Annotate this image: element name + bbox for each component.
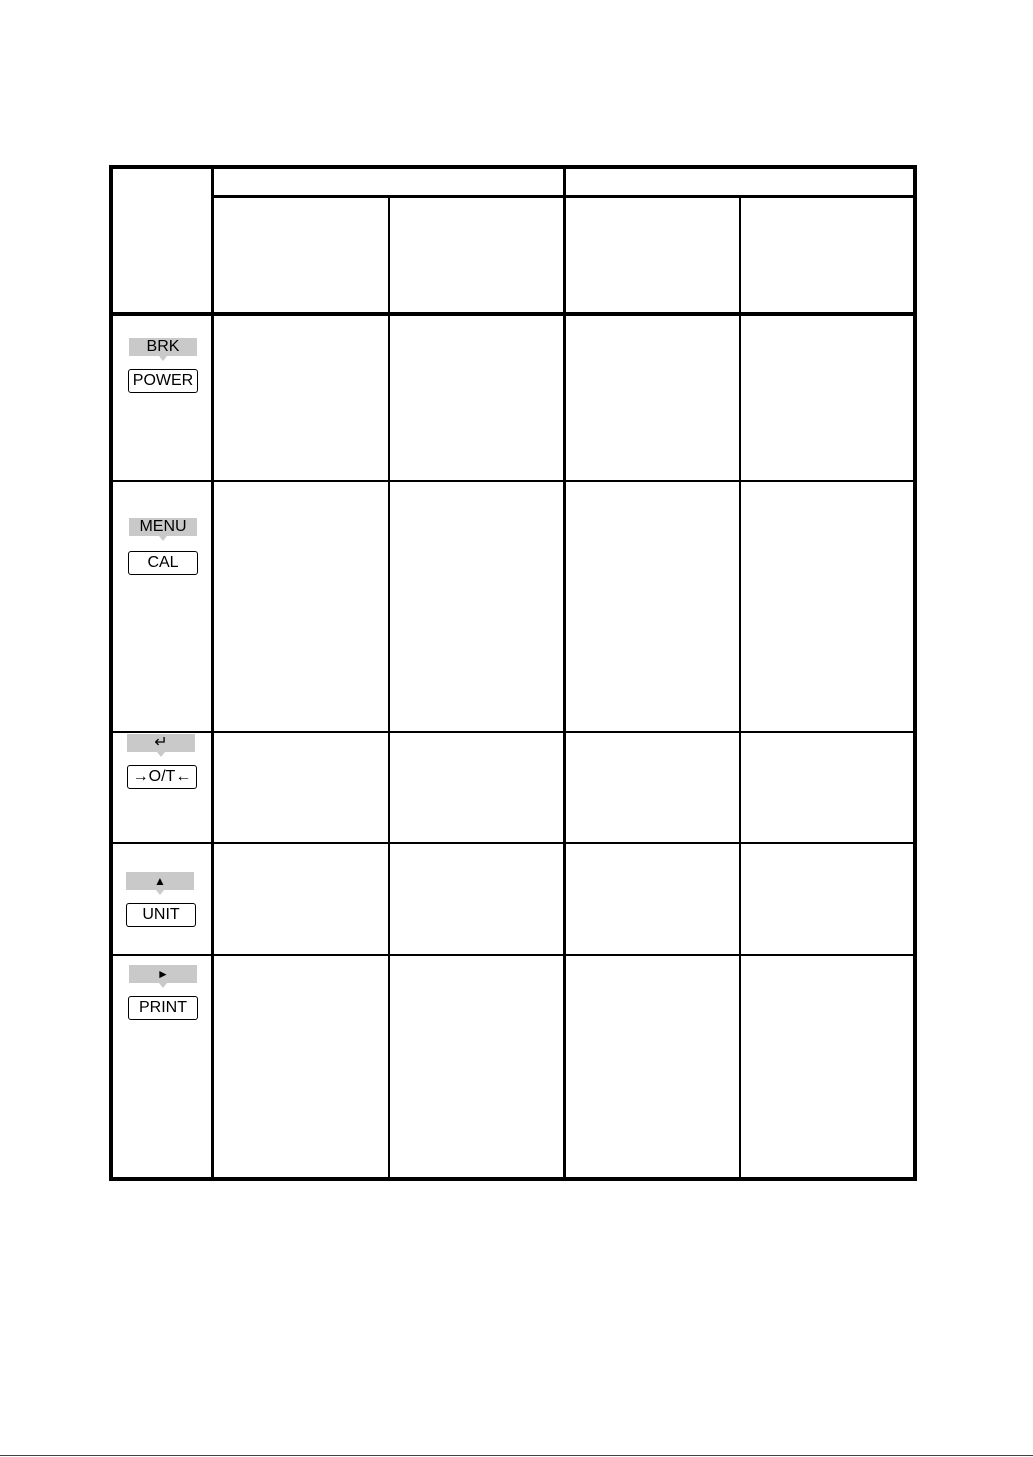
unit-key[interactable]: UNIT [126, 903, 196, 927]
key-label-secondary: ► [129, 965, 197, 983]
row-divider [109, 480, 917, 482]
key-row-cal [114, 482, 212, 731]
key-row-unit [114, 844, 212, 954]
table-border-left [109, 165, 113, 1181]
key-label-secondary: ↵ [127, 734, 195, 752]
row-divider [109, 731, 917, 733]
print-key[interactable]: PRINT [128, 996, 198, 1020]
row-divider [109, 842, 917, 844]
page-bottom-rule [0, 1455, 1033, 1456]
key-row-power [114, 316, 212, 480]
cal-key[interactable]: CAL [128, 551, 198, 575]
subcolumn-divider-right [739, 196, 741, 1181]
header-group-line [211, 195, 917, 198]
table-border-bottom [109, 1177, 917, 1181]
zero-tare-key[interactable]: →O/T← [127, 765, 197, 789]
key-row-zero-tare [114, 733, 212, 842]
header-bottom-line [109, 312, 917, 316]
table-border-right [913, 165, 917, 1181]
key-label-secondary: ▲ [126, 872, 194, 890]
power-key[interactable]: POWER [128, 369, 198, 393]
key-row-print [114, 956, 212, 1177]
key-label-secondary: BRK [129, 338, 197, 356]
subcolumn-divider-left [388, 196, 390, 1181]
key-label-secondary: MENU [129, 518, 197, 536]
group-divider [563, 165, 566, 1181]
table-border-top [109, 165, 917, 169]
row-divider [109, 954, 917, 956]
